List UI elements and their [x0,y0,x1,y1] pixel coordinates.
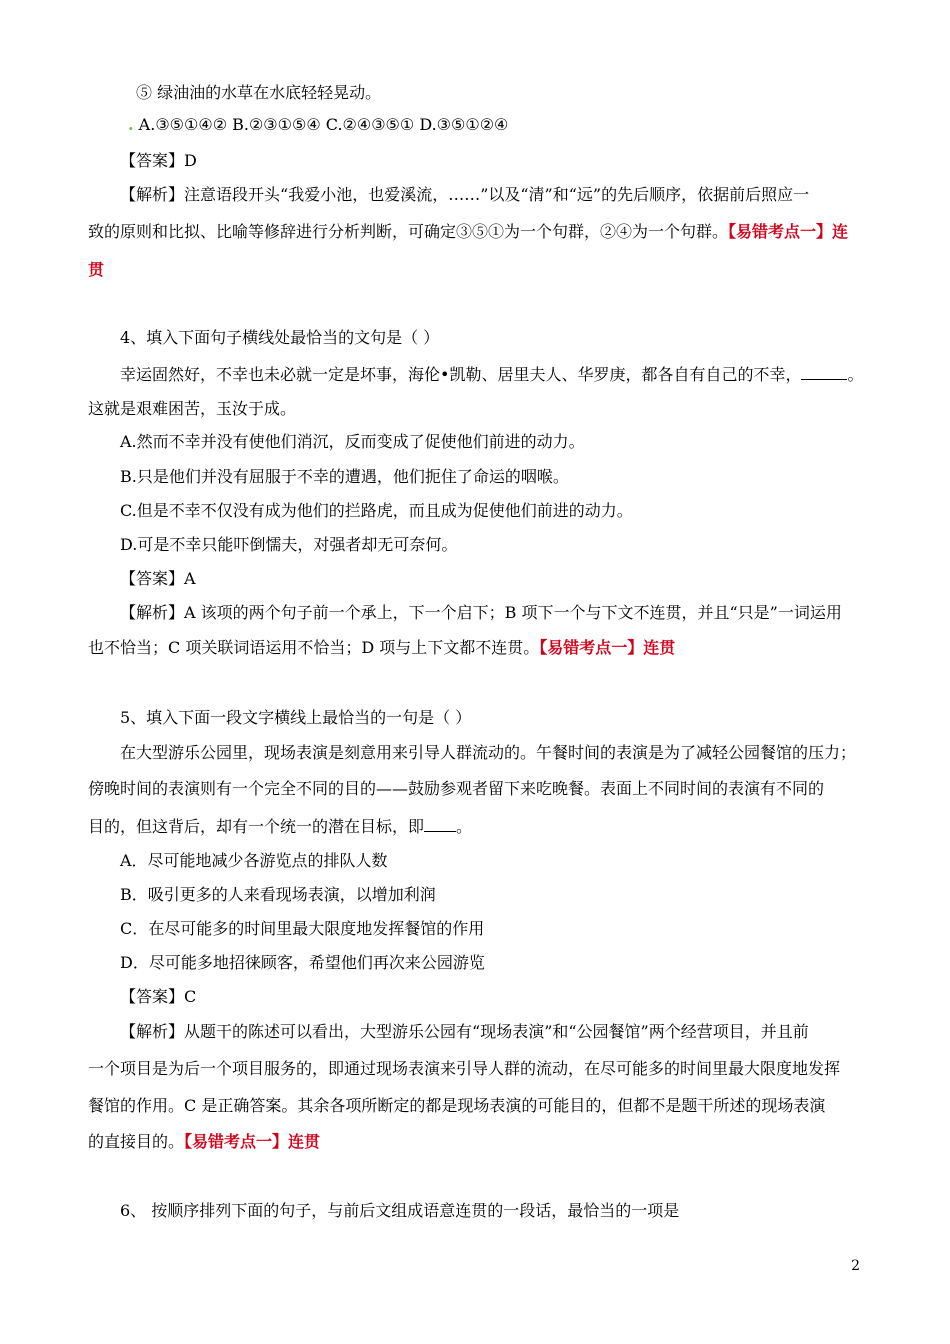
q4-option-b: B.只是他们并没有屈服于不幸的遭遇，他们扼住了命运的咽喉。 [120,467,569,486]
q4-stem-text-1: 幸运固然好，不幸也未必就一定是坏事，海伦•凯勒、居里夫人、华罗庚，都各自有自己的不幸， [120,365,802,384]
q3-options [128,114,508,136]
q6-title: 6、 按顺序排列下面的句子，与前后文组成语意连贯的一段话，最恰当的一项是 [120,1201,680,1220]
q5-analysis-line-3: 餐馆的作用。C 是正确答案。其余各项所断定的都是现场表演的可能目的，但都不是题干所述的现场表演 [88,1096,826,1115]
q4-analysis-text-2: 也不恰当；C 项关联词语运用不恰当；D 项与上下文都不连贯。 [88,638,540,657]
q3-item-5: ⑤ 绿油油的水草在水底轻轻晃动。 [136,83,382,102]
q5-option-b: B．吸引更多的人来看现场表演，以增加利润 [120,885,436,904]
q5-stem-line-3 [88,815,472,838]
q4-analysis-line-2 [88,637,675,659]
q3-options-text: A.③⑤①④② B.②③①⑤④ C.②④③⑤① D.③⑤①②④ [138,115,509,134]
q5-stem-end: 。 [456,817,473,836]
q4-stem-end: 。 [847,365,864,384]
page-number: 2 [851,1258,860,1274]
q4-error-tag: 【易错考点一】连贯 [539,638,676,657]
q5-analysis-line-4 [88,1131,320,1153]
q3-error-tag: 【易错考点一】连 [728,222,849,241]
q4-fill-blank [801,363,847,380]
q4-analysis-text-1: A 该项的两个句子前一个承上，下一个启下；B 项下一个与下文不连贯，并且“只是”一词运用 [184,603,842,622]
q5-analysis-line-2: 一个项目是为后一个项目服务的，即通过现场表演来引导人群的流动，在尽可能多的时间里最大限度地发挥 [88,1059,841,1078]
q4-analysis-line-1 [120,602,842,624]
q5-analysis-text-4: 的直接目的。 [88,1132,185,1151]
q4-title: 4、填入下面句子横线处最恰当的文句是（ ） [120,328,440,347]
q5-option-a: A．尽可能地减少各游览点的排队人数 [120,851,388,870]
q5-option-c: C．在尽可能多的时间里最大限度地发挥餐馆的作用 [120,919,485,938]
q3-analysis-text-1: 注意语段开头“我爱小池，也爱溪流，……”以及“清”和“远”的先后顺序，依据前后照应一 [184,185,810,204]
q4-option-d: D.可是不幸只能吓倒懦夫，对强者却无可奈何。 [120,535,458,554]
q5-analysis-label: 【解析】 [120,1022,185,1041]
q3-error-tag-cont: 贯 [88,260,105,279]
q4-option-a: A.然而不幸并没有使他们消沉，反而变成了促使他们前进的动力。 [120,432,585,451]
q5-answer: 【答案】C [120,987,197,1006]
q3-analysis-text-2: 致的原则和比拟、比喻等修辞进行分析判断，可确定③⑤①为一个句群，②④为一个句群。 [88,222,729,241]
q3-analysis-line-1 [120,184,809,206]
q5-option-d: D．尽可能多地招徕顾客，希望他们再次来公园游览 [120,953,485,972]
q5-analysis-line-1 [120,1021,809,1043]
q3-answer: 【答案】D [120,151,197,170]
q4-answer: 【答案】A [120,569,196,588]
q5-stem-text-3: 目的，但这背后，却有一个统一的潜在目标，即 [88,817,425,836]
q4-option-c: C.但是不幸不仅没有成为他们的拦路虎，而且成为促使他们前进的动力。 [120,501,633,520]
q5-stem-line-1: 在大型游乐公园里，现场表演是刻意用来引导人群流动的。午餐时间的表演是为了减轻公园餐馆的压力； [120,743,857,762]
q5-fill-blank [424,815,456,832]
bullet-dot-icon: . [128,115,134,134]
q3-analysis-line-2 [88,221,848,243]
q5-title: 5、填入下面一段文字横线上最恰当的一句是（ ） [120,708,472,727]
q4-stem-line-2: 这就是艰难困苦，玉汝于成。 [88,399,297,418]
q5-error-tag: 【易错考点一】连贯 [184,1132,321,1151]
q4-analysis-label: 【解析】 [120,603,185,622]
q5-stem-line-2: 傍晚时间的表演则有一个完全不同的目的——鼓励参观者留下来吃晚餐。表面上不同时间的表演有不同的 [88,779,825,798]
q3-analysis-label: 【解析】 [120,185,185,204]
q5-analysis-text-1: 从题干的陈述可以看出，大型游乐公园有“现场表演”和“公园餐馆”两个经营项目，并且前 [184,1022,809,1041]
q4-stem-line-1 [120,363,863,386]
